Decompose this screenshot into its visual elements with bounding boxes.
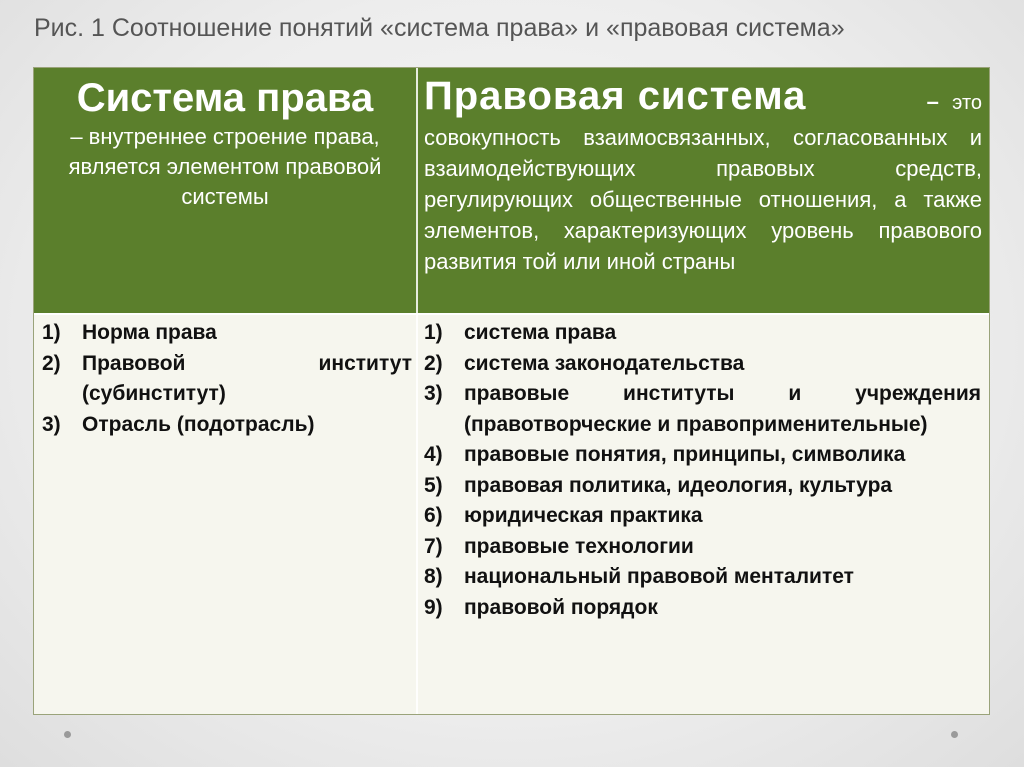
list-item: 1) Норма права — [42, 321, 217, 344]
header-cell-law-system — [40, 74, 410, 212]
list-item: 6) юридическая практика — [424, 504, 703, 527]
decorative-dot-left — [64, 731, 71, 738]
header-eto: это — [952, 92, 982, 114]
table-header-row — [34, 68, 989, 313]
list-item: 8) национальный правовой менталитет — [424, 565, 854, 588]
figure-title: Рис. 1 Соотношение понятий «система права» и «правовая система» — [34, 14, 845, 42]
list-item: 9) правовой порядок — [424, 595, 658, 619]
header-heading-left: Система права — [76, 76, 374, 120]
header-cell-legal-system — [424, 74, 982, 277]
list-item: 1) система права — [424, 321, 617, 344]
law-system-elements-list — [42, 318, 412, 440]
comparison-table — [33, 67, 990, 715]
header-heading-right: Правовая система — [424, 74, 807, 118]
list-item: 2) система законодательства — [424, 351, 745, 375]
list-item: 3) Отрасль (подотрасль) — [42, 412, 315, 436]
column-divider — [416, 68, 418, 714]
header-dash: – — [926, 89, 939, 114]
decorative-dot-right — [951, 731, 958, 738]
header-description-right: совокупность взаимосвязанных, согласованных и взаимодействующих правовых средств, регулирующих общественные отношения, а также элементов, характеризующих уровень правового развития той или иной страны — [424, 125, 982, 274]
list-item: 3) правовые институты и учреждения (правотворческие и правоприменительные) — [424, 382, 981, 436]
header-description-left: – внутреннее строение права, является элементом правовой системы — [68, 124, 382, 209]
list-item: 4) правовые понятия, принципы, символика — [424, 443, 906, 466]
list-item: 2) Правовой институт (субинститут) — [42, 351, 412, 405]
list-item: 7) правовые технологии — [424, 534, 694, 558]
list-item: 5) правовая политика, идеология, культура — [424, 473, 893, 497]
legal-system-elements-list — [424, 318, 981, 623]
